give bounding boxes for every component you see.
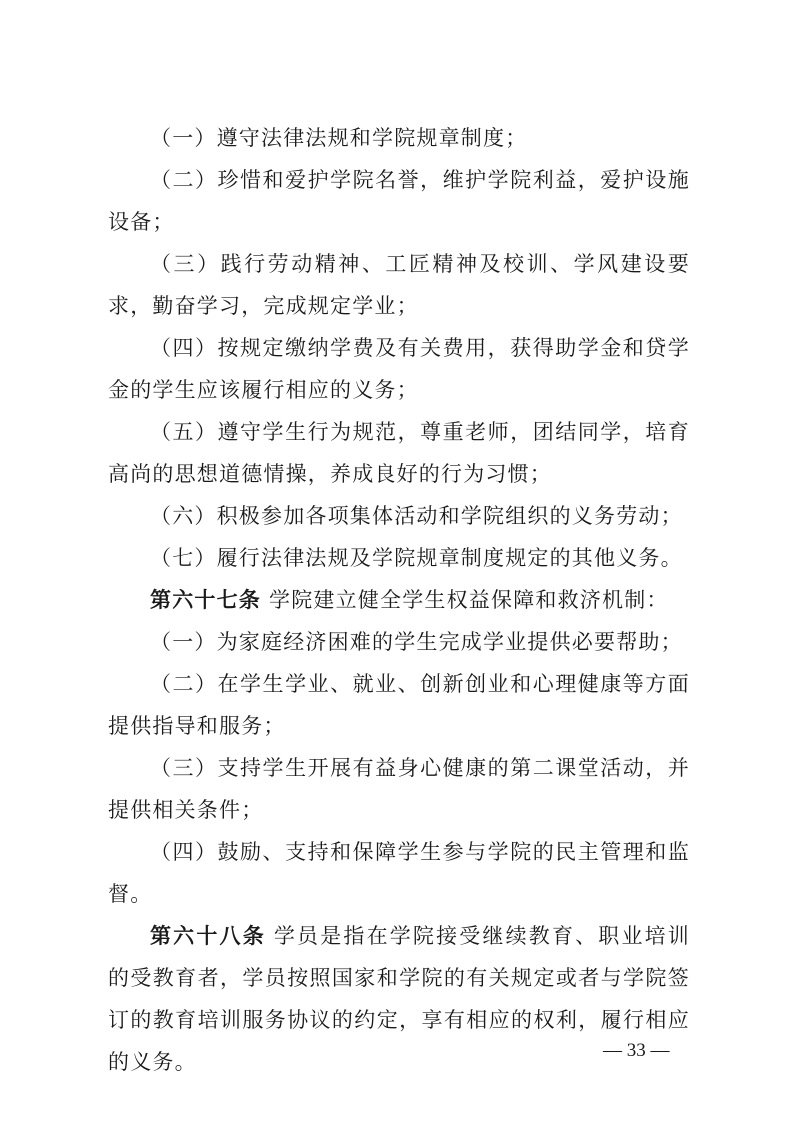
- article-67: [108, 579, 690, 621]
- obligation-item-4: （四）按规定缴纳学费及有关费用，获得助学金和贷学金的学生应该履行相应的义务；: [108, 336, 690, 402]
- obligation-item-5: （五）遵守学生行为规范，尊重老师，团结同学，培育高尚的思想道德情操，养成良好的行为习惯；: [108, 420, 690, 486]
- article-67-text: 学院建立健全学生权益保障和救济机制：: [269, 588, 669, 612]
- obligation-item-7: （七）履行法律法规及学院规章制度规定的其他义务。: [150, 546, 683, 570]
- article-68-text: 学员是指在学院接受继续教育、职业培训的受教育者，学员按照国家和学院的有关规定或者与学院签订的教育培训服务协议的约定，享有相应的权利，履行相应的义务。: [108, 924, 691, 1074]
- obligation-item-2: （二）珍惜和爱护学院名誉，维护学院利益，爱护设施设备；: [108, 168, 690, 234]
- rights-item-1: （一）为家庭经济困难的学生完成学业提供必要帮助；: [150, 630, 683, 654]
- obligation-item-3: （三）践行劳动精神、工匠精神及校训、学风建设要求，勤奋学习，完成规定学业；: [108, 252, 690, 318]
- obligation-item-1: （一）遵守法律法规和学院规章制度；: [150, 126, 528, 150]
- document-body: [108, 117, 690, 1083]
- rights-item-4: （四）鼓励、支持和保障学生参与学院的民主管理和监督。: [108, 840, 690, 906]
- obligation-item-6: （六）积极参加各项集体活动和学院组织的义务劳动；: [150, 504, 683, 528]
- article-67-heading: 第六十七条: [150, 588, 261, 612]
- rights-item-3: （三）支持学生开展有益身心健康的第二课堂活动，并提供相关条件；: [108, 756, 690, 822]
- rights-item-2: （二）在学生学业、就业、创新创业和心理健康等方面提供指导和服务；: [108, 672, 690, 738]
- article-68-heading: 第六十八条: [150, 924, 266, 948]
- page-number: — 33 —: [603, 1040, 670, 1061]
